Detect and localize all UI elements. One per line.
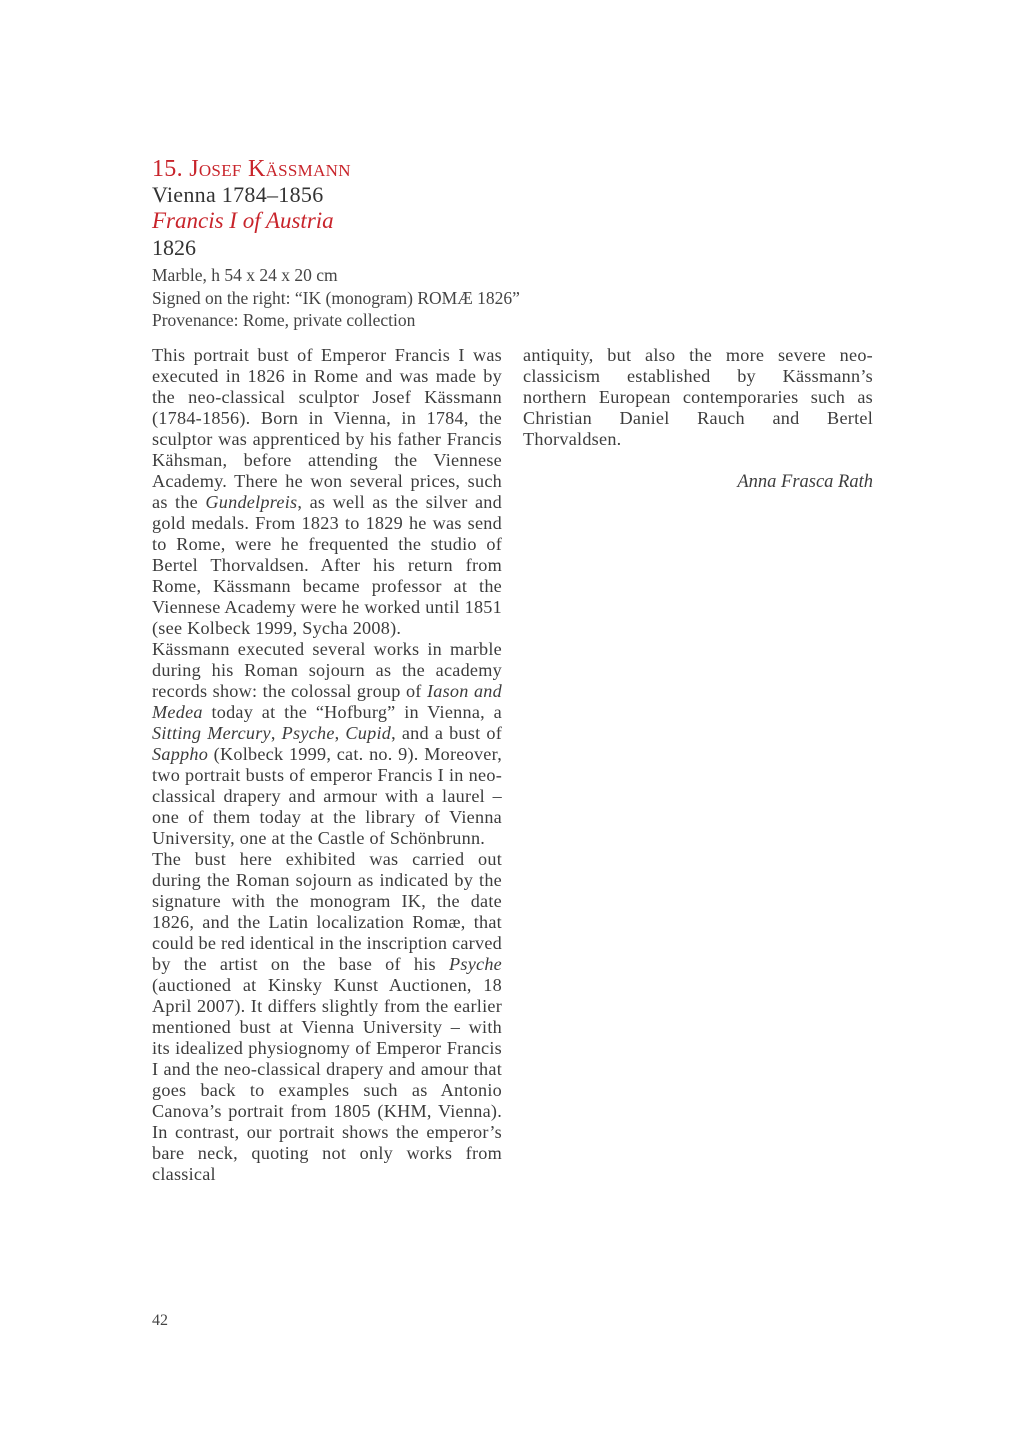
text-run: ,: [334, 723, 346, 743]
text-run: today at the “Hofburg” in Vienna, a: [202, 702, 502, 722]
work-signature: Signed on the right: “IK (monogram) ROMÆ 1826”: [152, 287, 520, 308]
artist-last-name: Kässmann: [247, 156, 351, 182]
italic-run: Psyche: [449, 954, 502, 974]
work-medium: Marble, h 54 x 24 x 20 cm: [152, 265, 338, 285]
text-run: The bust here exhibited was carried out during the Roman sojourn as indicated by the signature with the monogram IK, the date 1826, and the Latin localization Romæ, that could be red identical in the inscription carved by the artist on the base of his: [152, 849, 502, 974]
artist-origin: Vienna 1784–1856: [152, 182, 324, 207]
italic-run: Cupid: [345, 723, 392, 743]
text-run: , and a bust of: [391, 723, 503, 743]
body-column-left: [152, 345, 502, 1185]
body-column-right: [523, 345, 873, 450]
italic-run: Sappho: [152, 744, 209, 764]
work-date: 1826: [152, 235, 196, 260]
entry-number: 15.: [152, 156, 183, 182]
italic-run: Gundelpreis: [205, 492, 298, 512]
page-number: 42: [152, 1312, 168, 1329]
paragraph-3: [152, 849, 502, 1185]
entry-title: [152, 156, 752, 182]
author-signature: Anna Frasca Rath: [737, 472, 873, 492]
work-provenance: Provenance: Rome, private collection: [152, 310, 416, 330]
italic-run: Psyche: [281, 723, 335, 743]
text-run: (auctioned at Kinsky Kunst Auctionen, 18 April 2007). It differs slightly from the earlier mentioned bust at Vienna University – with its idealized physiognomy of Emperor Francis I and the neo-classical drapery and amour that goes back to examples such as Antonio Canova’s portrait from 1805 (KHM, Vienna). In contrast, our portrait shows the emperor’s bare neck, quoting not only works from classical: [152, 975, 502, 1184]
italic-run: Sitting Mercury: [152, 723, 271, 743]
italic-run: Iason and Medea: [152, 681, 502, 722]
text-run: ,: [270, 723, 282, 743]
work-title: Francis I of Austria: [152, 208, 334, 233]
text-run: , as well as the silver and gold medals. From 1823 to 1829 he was send to Rome, were he frequented the studio of Bertel Thorvaldsen. After his return from Rome, Kässmann became professor at the Viennese Academy were he worked until 1851 (see Kolbeck 1999, Sycha 2008).: [152, 492, 502, 638]
paragraph-2: [152, 639, 502, 849]
entry-header: [152, 156, 752, 332]
artist-first-name: Josef: [189, 156, 242, 182]
text-run: (Kolbeck 1999, cat. no. 9). Moreover, two portrait busts of emperor Francis I in neo-classical drapery and armour with a laurel – one of them today at the library of Vienna University, one at the Castle of Schönbrunn.: [152, 744, 502, 848]
paragraph-1: [152, 345, 502, 639]
text-run: This portrait bust of Emperor Francis I was executed in 1826 in Rome and was made by the neo-classical sculptor Josef Kässmann (1784-1856). Born in Vienna, in 1784, the sculptor was apprenticed by his father Francis Kähsman, before attending the Viennese Academy. There he won several prices, such as the: [152, 345, 502, 512]
text-run: Kässmann executed several works in marble during his Roman sojourn as the academy records show: the colossal group of: [152, 639, 502, 701]
paragraph-4: antiquity, but also the more severe neo-classicism established by Kässmann’s northern European contemporaries such as Christian Daniel Rauch and Bertel Thorvaldsen.: [523, 345, 873, 449]
